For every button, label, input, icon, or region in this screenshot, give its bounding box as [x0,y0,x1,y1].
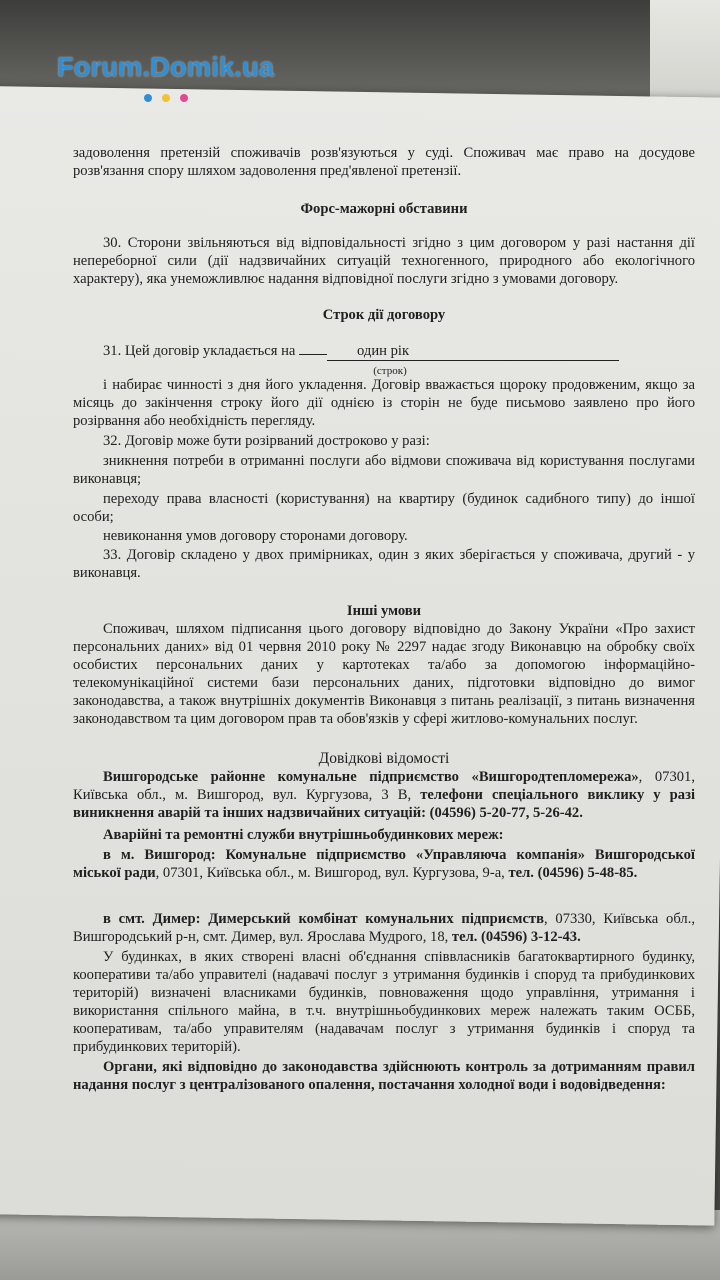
paragraph-claims: задоволення претензій споживачів розв'язуються у суді. Споживач має право на досудове розв'язання спору шляхом задоволення пред'явленої претензії. [73,145,695,179]
clause-32: 32. Договір може бути розірваний достроково у разі: [103,433,430,449]
emergency-phones: телефони спеціального виклику у разі виникнення аварій та інших надзвичайних ситуацій: (04596) 5-20-77, 5-26-42. [73,787,696,821]
clause-31-line [73,342,695,361]
watermark-dots-icon [144,89,198,107]
term-caption: (строк) [373,365,407,377]
clause-31-text: і набирає чинності з дня його укладення. Договір вважається щороку продовженим, якщо за місяць до закінчення строку його дії однією із сторін не буде письмово заявлено про його розірвання або необхідність перегляду. [73,377,695,429]
reference-emergency-services: Аварійні та ремонтні служби внутрішньобудинкових мереж: [103,827,504,843]
vyshhorod-company: в м. Вишгород: Комунальне підприємство «Управляюча компанія» Вишгородської міської ради [73,847,695,881]
vyshhorod-phone: тел. (04596) 5-48-85. [508,865,638,881]
clause-32-item-c: невиконання умов договору сторонами договору. [103,528,408,544]
clause-33: 33. Договір складено у двох примірниках, один з яких зберігається у споживача, другий - у виконавця. [73,547,695,581]
reference-control-bodies: Органи, які відповідно до законодавства здійснюють контроль за дотриманням правил надання послуг з централізованого опалення, постачання холодної води і водовідведення: [73,1059,695,1093]
dymer-address: , 07330, Київська обл., Вишгородський р-н, смт. Димер, вул. Ярослава Мудрого, 18, [73,911,695,945]
heading-contract-term: Строк дії договору [322,307,446,323]
paragraph-personal-data: Споживач, шляхом підписання цього договору відповідно до Закону України «Про захист персональних даних» від 01 червня 2010 року № 2297 надає згоду Виконавцю на обробку своїх особистих персональних даних у картотеках та/або за допомогою інформаційно-телекомунікаційної системи бази персональних даних, підготовки відповідно до вимог законодавства, а також внутрішніх документів Виконавця з питань реалізації, з питань визначення законодавством та цим договором прав та обов'язків у сфері житлово-комунальних послуг. [73,621,695,727]
reference-heating-enterprise [73,768,695,822]
heading-force-majeure: Форс-мажорні обставини [300,201,468,217]
heading-other-terms: Інші умови [346,603,422,619]
dymer-company: в смт. Димер: Димерський комбінат комунальних підприємств [103,911,544,927]
dymer-phone: тел. (04596) 3-12-43. [451,929,581,945]
reference-dymer [73,910,695,946]
clause-32-item-a: зникнення потреби в отриманні послуги або відмови споживача від користування послугами виконавця; [73,453,695,487]
clause-31-prefix: 31. Цей договір укладається на [103,343,296,359]
term-blank-left [299,354,327,355]
reference-vyshhorod [73,846,695,882]
clause-30: 30. Сторони звільняються від відповідальності згідно з цим договором у разі настання дії непереборної сили (дії надзвичайних ситуацій техногенного, природного або екологічного характеру), яка унеможливлює надання відповідної послуги згідно з умовами договору. [73,235,695,287]
watermark-logo: Forum.Domik.ua [57,52,275,82]
reference-osbb: У будинках, в яких створені власні об'єднання співвласників багатоквартирного будинку, кооперативи та/або управителі (надавачі послуг з утримання будинків і споруд та прибудинкових територій) визначені власниками будинків, повноваження щодо управління, утримання і використання спільного майна, в т.ч. внутрішньобудинкових мереж належать таким ОСББ, кооперативам, та/або управителям (надавачам послуг з утримання будинків і споруд та прибудинкових територій). [73,949,695,1055]
vyshhorod-address: , 07301, Київська обл., м. Вишгород, вул. Кургузова, 9-а, [155,865,509,881]
term-blank [327,342,619,361]
heading-reference-info: Довідкові відомості [318,750,450,767]
enterprise-address: , 07301, Київська обл., м. Вишгород, вул. Кургузова, 3 В, [73,769,695,803]
term-value: один рік [357,343,410,359]
enterprise-name: Вишгородське районне комунальне підприємство «Вишгородтепломережа» [103,769,639,785]
clause-32-item-b: переходу права власності (користування) на квартиру (будинок садибного типу) до іншої особи; [73,491,695,525]
